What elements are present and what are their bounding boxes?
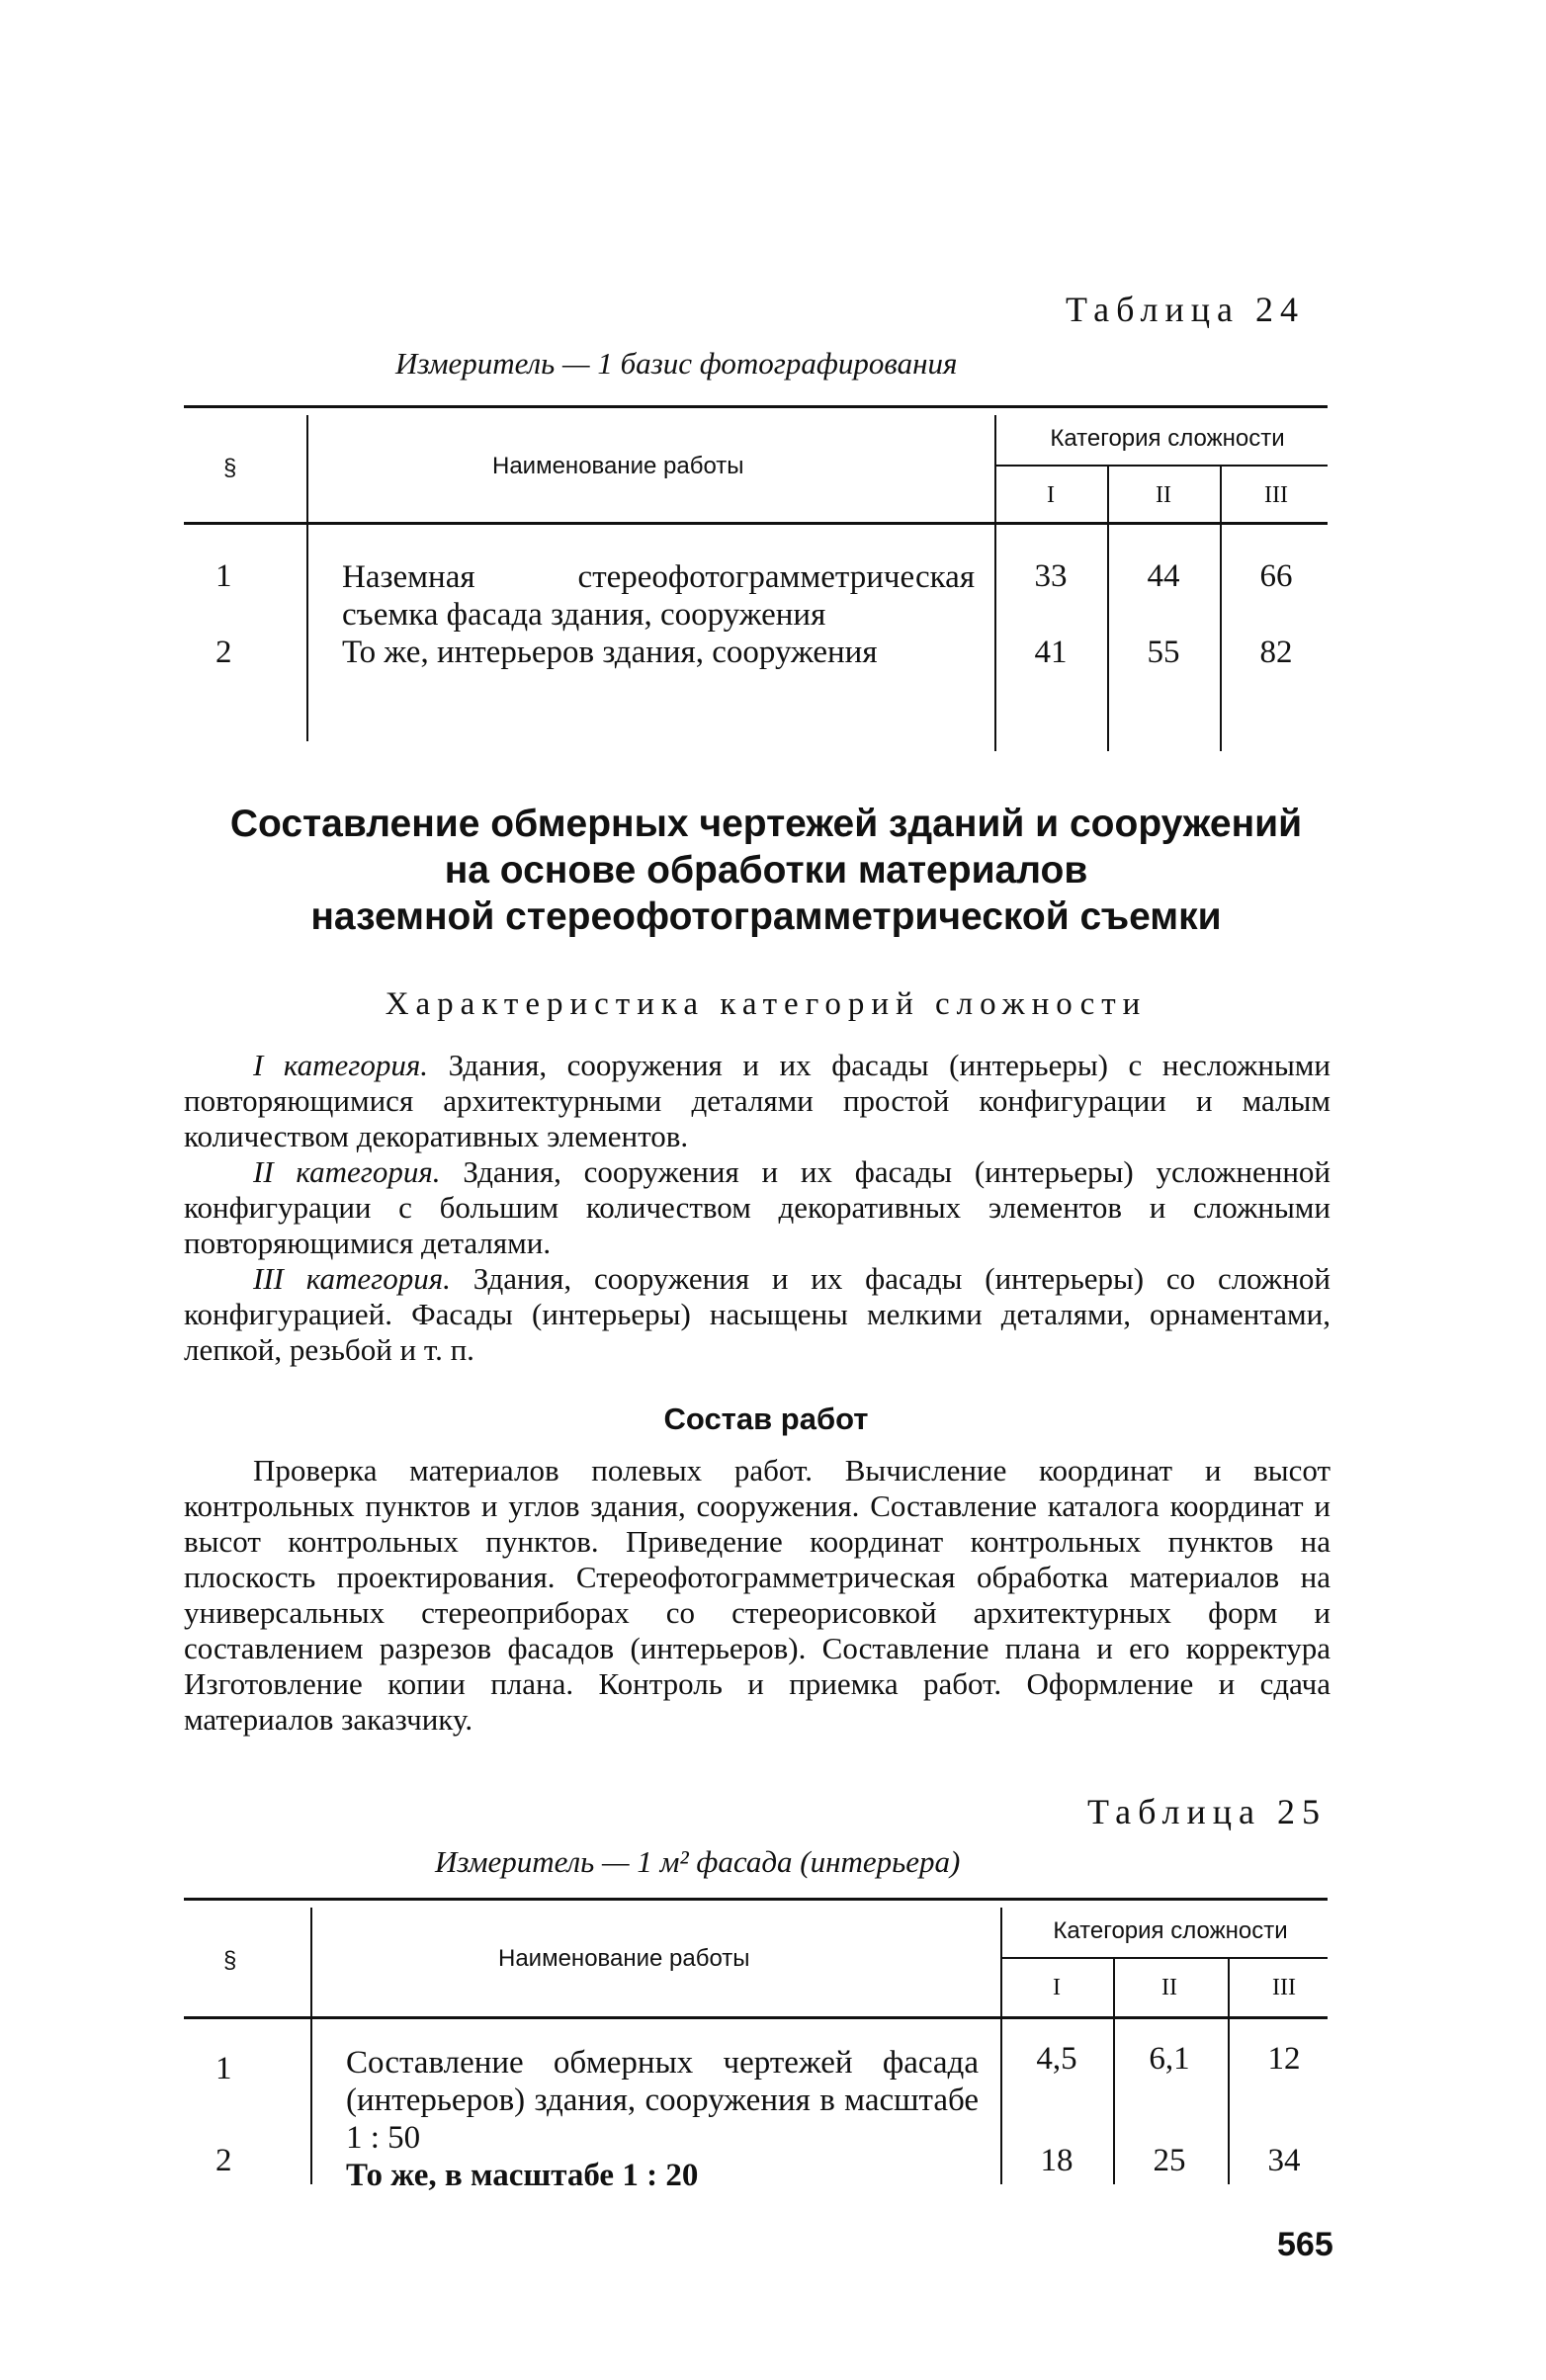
table-rule: [184, 2016, 1328, 2019]
category-2-text: Здания, сооружения и их фасады (интерьеры) усложненной конфигурации с большим количеством декоративных элементов и сложными повторяющимися деталями.: [184, 1154, 1331, 1260]
category-3-paragraph: [184, 1261, 1331, 1368]
column-header-name: Наименование работы: [498, 1945, 750, 1972]
table-row-1-cat-3: 66: [1259, 558, 1293, 594]
column-header-cat-3: III: [1264, 482, 1288, 508]
table-rule: [184, 522, 1328, 525]
table-column-rule: [306, 415, 308, 741]
table-24-label: Таблица 24: [1066, 290, 1305, 329]
table-row-1-cat-1: 33: [1034, 558, 1068, 594]
table-row-2-number: 2: [215, 2143, 232, 2178]
column-header-cat-2: II: [1156, 482, 1171, 508]
table-row-1-cat-3: 12: [1267, 2041, 1301, 2077]
table-row-1-number: 1: [215, 558, 232, 594]
table-row-1-cat-1: 4,5: [1036, 2041, 1077, 2077]
section-title-line-1: Составление обмерных чертежей зданий и сооружений: [229, 803, 1303, 845]
category-3-text: Здания, сооружения и их фасады (интерьеры) со сложной конфигурацией. Фасады (интерьеры) насыщены мелкими деталями, орнаментами, лепкой, резьбой и т. п.: [184, 1261, 1331, 1367]
column-header-category: Категория сложности: [1053, 1917, 1288, 1944]
table-row-1-cat-2: 6,1: [1149, 2041, 1190, 2077]
table-row-2-cat-3: 34: [1267, 2143, 1301, 2178]
table-row-2-cat-2: 25: [1153, 2143, 1186, 2178]
column-header-cat-1: I: [1047, 482, 1055, 508]
table-row-1-name: Наземная стереофотограмметрическая съемка фасада здания, сооружения: [342, 559, 975, 633]
table-row-2-cat-1: 41: [1034, 635, 1068, 670]
table-row-2-cat-2: 55: [1147, 635, 1180, 670]
column-header-number: §: [223, 455, 237, 481]
table-row-2-name: То же, в масштабе 1 : 20: [346, 2158, 699, 2193]
column-header-name: Наименование работы: [492, 453, 744, 479]
section-title-line-2: на основе обработки материалов: [444, 849, 1088, 892]
works-heading: Состав работ: [663, 1402, 869, 1436]
table-row-1-number: 1: [215, 2051, 232, 2086]
section-title: [188, 801, 1344, 940]
table-24: [184, 405, 1328, 751]
table-row-2-cat-3: 82: [1259, 635, 1293, 670]
table-rule: [994, 465, 1328, 467]
column-header-category: Категория сложности: [1050, 425, 1285, 452]
table-column-rule: [310, 1908, 312, 2184]
table-row-2-cat-1: 18: [1040, 2143, 1074, 2178]
table-25-label: Таблица 25: [1087, 1792, 1327, 1831]
column-header-cat-2: II: [1161, 1975, 1177, 2000]
section-title-line-3: наземной стереофотограмметрической съемки: [310, 895, 1222, 938]
table-rule: [184, 1898, 1328, 1901]
category-3-lead: III категория.: [253, 1261, 451, 1296]
table-24-unit: Измеритель — 1 базис фотографирования: [395, 346, 958, 381]
works-paragraph: Проверка материалов полевых работ. Вычисление координат и высот контрольных пунктов и углов здания, сооружения. Составление каталога координат и высот контрольных пунктов. Приведение координат контрольных пунктов на плоскость проектирования. Стереофотограмметрическая обработка материалов на универсальных стереоприборах со стереорисовкой архитектурных форм и составлением разрезов фасадов (интерьеров). Составление плана и его корректура Изготовление копии плана. Контроль и приемка работ. Оформление и сдача материалов заказчику.: [184, 1453, 1331, 1737]
characteristics-heading: Характеристика категорий сложности: [385, 986, 1148, 1022]
page-number: 565: [1277, 2226, 1333, 2263]
table-25: [184, 1898, 1328, 2193]
category-1-text: Здания, сооружения и их фасады (интерьеры) с несложными повторяющимися архитектурными деталями простой конфигурации и малым количеством декоративных элементов.: [184, 1048, 1331, 1153]
table-row-2-name: То же, интерьеров здания, сооружения: [342, 635, 878, 670]
category-1-paragraph: [184, 1048, 1331, 1154]
table-column-rule: [1220, 467, 1222, 751]
table-row-2-number: 2: [215, 635, 232, 670]
table-row-1-name: Составление обмерных чертежей фасада (интерьеров) здания, сооружения в масштабе 1 : 50: [346, 2045, 979, 2156]
category-1-lead: I категория.: [253, 1048, 429, 1082]
column-header-cat-3: III: [1272, 1975, 1296, 2000]
table-row-1-cat-2: 44: [1147, 558, 1180, 594]
table-25-unit: Измеритель — 1 м² фасада (интерьера): [435, 1844, 961, 1879]
table-rule: [184, 405, 1328, 408]
category-2-paragraph: [184, 1154, 1331, 1261]
table-rule: [1000, 1957, 1328, 1959]
column-header-number: §: [223, 1947, 237, 1974]
table-column-rule: [1107, 467, 1109, 751]
category-2-lead: II категория.: [253, 1154, 441, 1189]
column-header-cat-1: I: [1053, 1975, 1061, 2000]
